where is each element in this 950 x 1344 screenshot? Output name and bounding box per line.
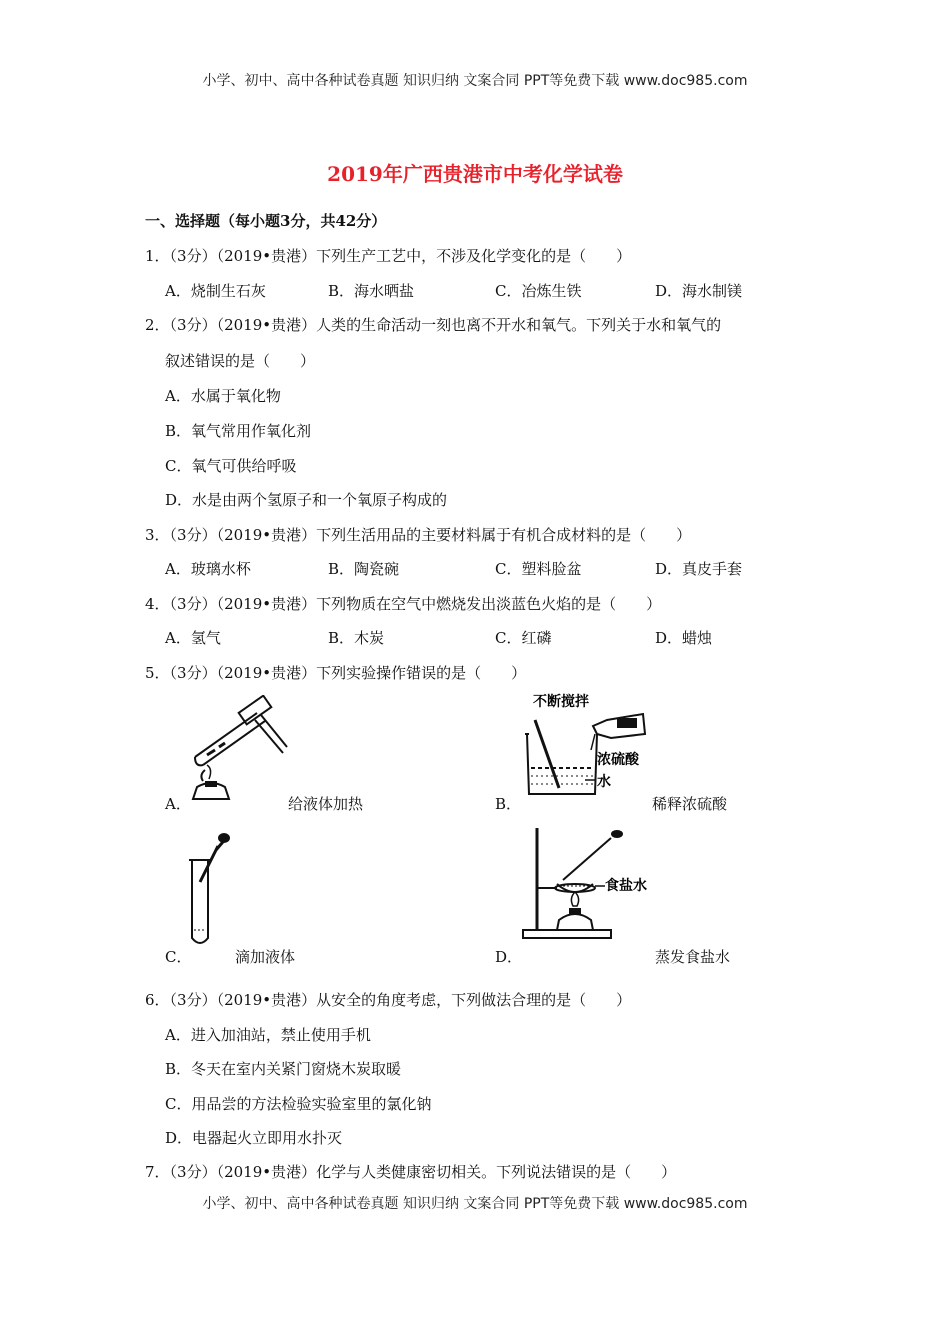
question-4-option-a: A．氢气	[165, 629, 221, 647]
question-3-option-b: B．陶瓷碗	[328, 560, 400, 578]
question-2-option-b: B．氧气常用作氧化剂	[165, 422, 312, 440]
question-1-option-d: D．海水制镁	[655, 282, 743, 300]
question-6-option-b: B．冬天在室内关紧门窗烧木炭取暖	[165, 1060, 402, 1078]
question-6-option-d: D．电器起火立即用水扑灭	[165, 1129, 343, 1147]
question-4-option-b: B．木炭	[328, 629, 385, 647]
question-5-option-b-letter: B．	[495, 795, 522, 813]
figure-b-label-water: 水	[597, 774, 611, 790]
question-1-option-a: A．烧制生石灰	[165, 282, 266, 300]
question-3-option-a: A．玻璃水杯	[165, 560, 251, 578]
question-3-option-c: C．塑料脸盆	[495, 560, 582, 578]
question-1-option-c: C．冶炼生铁	[495, 282, 582, 300]
question-1-option-b: B．海水晒盐	[328, 282, 415, 300]
question-6-stem: 6．（3分）（2019•贵港）从安全的角度考虑，下列做法合理的是（ ）	[145, 991, 632, 1009]
page-header: 小学、初中、高中各种试卷真题 知识归纳 文案合同 PPT等免费下载 www.doc985.com	[202, 73, 748, 89]
figure-dropping-liquid	[180, 830, 240, 950]
question-3-option-d: D．真皮手套	[655, 560, 743, 578]
question-4-stem: 4．（3分）（2019•贵港）下列物质在空气中燃烧发出淡蓝色火焰的是（ ）	[145, 595, 662, 613]
question-6-option-a: A．进入加油站，禁止使用手机	[165, 1026, 371, 1044]
question-5-stem: 5．（3分）（2019•贵港）下列实验操作错误的是（ ）	[145, 664, 527, 682]
figure-heating-liquid	[185, 695, 290, 805]
question-7-stem: 7．（3分）（2019•贵港）化学与人类健康密切相关。下列说法错误的是（ ）	[145, 1163, 677, 1181]
page-title: 2019年广西贵港市中考化学试卷	[327, 162, 623, 186]
question-5-option-a-caption: 给液体加热	[288, 795, 364, 813]
page-footer: 小学、初中、高中各种试卷真题 知识归纳 文案合同 PPT等免费下载 www.doc985.com	[202, 1196, 748, 1212]
question-5-option-c-caption: 滴加液体	[235, 948, 296, 966]
question-5-option-d-caption: 蒸发食盐水	[655, 948, 731, 966]
figure-diluting-acid	[515, 690, 660, 815]
question-1-stem: 1．（3分）（2019•贵港）下列生产工艺中，不涉及化学变化的是（ ）	[145, 247, 632, 265]
question-4-option-c: C．红磷	[495, 629, 552, 647]
question-4-option-d: D．蜡烛	[655, 629, 713, 647]
figure-evaporating-salt-water	[515, 820, 665, 945]
question-5-option-c-letter: C．	[165, 948, 192, 966]
question-5-option-b-caption: 稀释浓硫酸	[652, 795, 728, 813]
question-2-stem-cont: 叙述错误的是（ ）	[165, 352, 316, 370]
figure-b-label-acid: 浓硫酸	[597, 752, 639, 768]
figure-b-label-stir: 不断搅拌	[533, 694, 589, 710]
figure-d-label-salt-water: 食盐水	[605, 878, 647, 894]
question-5-option-d-letter: D．	[495, 948, 523, 966]
question-2-option-d: D．水是由两个氢原子和一个氧原子构成的	[165, 491, 448, 509]
question-2-option-a: A．水属于氧化物	[165, 387, 281, 405]
section-heading: 一、选择题（每小题3分，共42分）	[145, 212, 387, 230]
question-2-option-c: C．氧气可供给呼吸	[165, 457, 297, 475]
question-6-option-c: C．用品尝的方法检验实验室里的氯化钠	[165, 1095, 432, 1113]
question-5-option-a-letter: A．	[165, 795, 191, 813]
question-2-stem: 2．（3分）（2019•贵港）人类的生命活动一刻也离不开水和氧气。下列关于水和氧气的	[145, 316, 722, 334]
question-3-stem: 3．（3分）（2019•贵港）下列生活用品的主要材料属于有机合成材料的是（ ）	[145, 526, 692, 544]
